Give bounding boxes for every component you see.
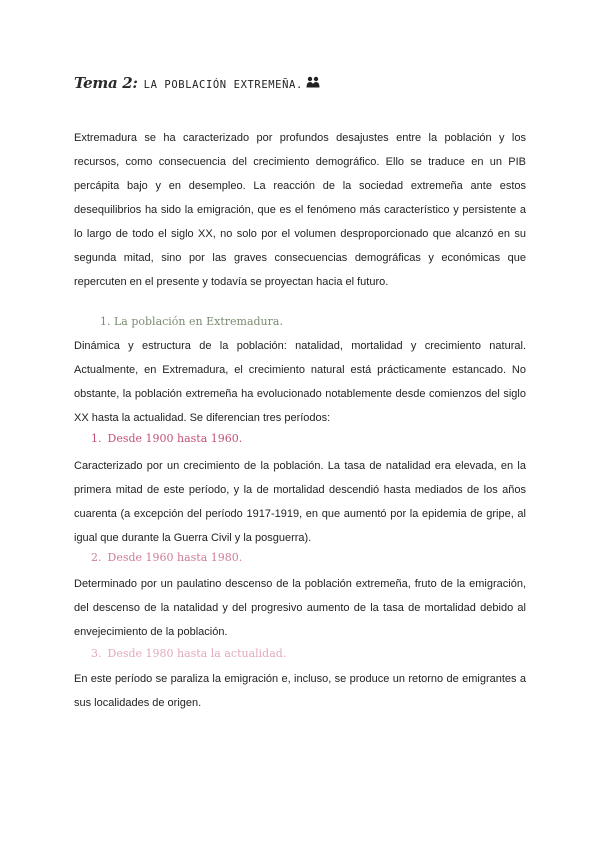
period-3-body: En este período se paraliza la emigración e, incluso, se produce un retorno de emigrantes a sus localidades de origen. [74,673,526,709]
people-icon [306,76,320,88]
period-1-body: Caracterizado por un crecimiento de la población. La tasa de natalidad era elevada, en la primera mitad de este período, y la de mortalidad descendió hasta mediados de los años cuarenta (a excepción del período 1917-1919, en que aumentó por la epidemia de gripe, al igual que durante la Guerra Civil y la posguerra). [74,460,526,544]
period-2-number: 2. [91,551,102,564]
title-text: LA POBLACIÓN EXTREMEÑA. [143,79,303,91]
period-1-heading [91,432,242,445]
section-1-body: Dinámica y estructura de la población: natalidad, mortalidad y crecimiento natural. Actualmente, en Extremadura, el crecimiento natural está prácticamente estancado. No obstante, la población extremeña ha evolucionado notablemente desde comienzos del siglo XX hasta la actualidad. Se diferencian tres períodos: [74,340,526,424]
period-3-title: Desde 1980 hasta la actualidad. [107,647,287,660]
intro-paragraph: Extremadura se ha caracterizado por profundos desajustes entre la población y los recursos, como consecuencia del crecimiento demográfico. Ello se traduce en un PIB percápita bajo y en desempleo. La reacción de la sociedad extremeña ante estos desequilibrios ha sido la emigración, que es el fenómeno más característico y persistente a lo largo de todo el siglo XX, no solo por el volumen desproporcionado que alcanzó en su segunda mitad, sino por las graves consecuencias demográficas y económicas que repercuten en el presente y todavía se proyectan hacia el futuro. [74,132,526,288]
title-prefix: Tema 2: [74,74,138,92]
period-2-heading [91,551,242,564]
period-3-heading [91,647,286,660]
section-1-heading: 1. La población en Extremadura. [100,315,283,328]
period-3-number: 3. [91,647,102,660]
document-title [74,74,320,92]
period-1-title: Desde 1900 hasta 1960. [107,432,243,445]
period-1-number: 1. [91,432,102,445]
period-2-title: Desde 1960 hasta 1980. [107,551,243,564]
period-2-body: Determinado por un paulatino descenso de la población extremeña, fruto de la emigración, del descenso de la natalidad y del progresivo aumento de la tasa de mortalidad debido al envejecimiento de la población. [74,578,526,638]
